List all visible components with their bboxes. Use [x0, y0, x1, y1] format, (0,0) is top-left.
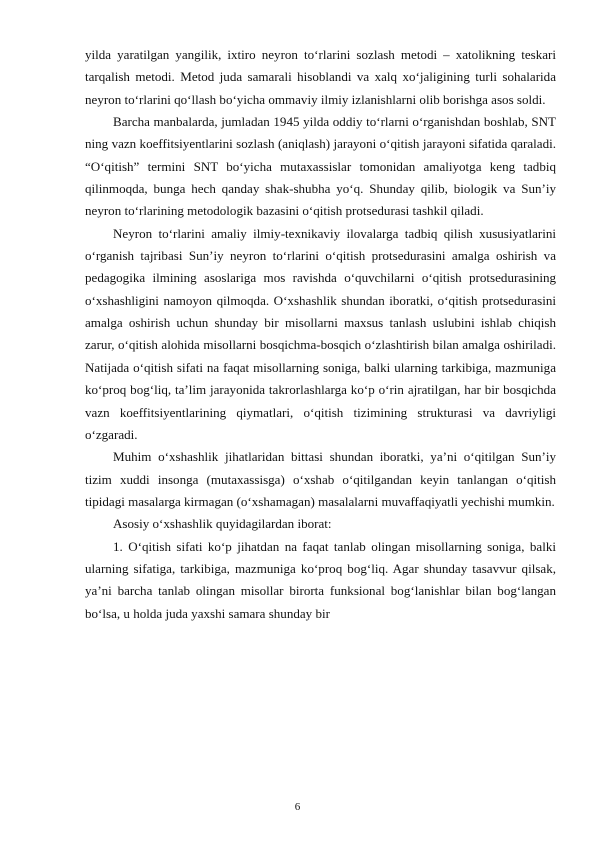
paragraph-1: yilda yaratilgan yangilik, ixtiro neyron to‘rlarini sozlash metodi – xatolikning teskari tarqalish metodi. Metod juda samarali hisoblandi va xalq xo‘jaligining turli sohalarida neyron to‘rlarini qo‘llash bo‘yicha ommaviy ilmiy izlanishlarni olib borishga asos soldi.: [85, 47, 556, 107]
paragraph-4: Muhim o‘xshashlik jihatlaridan bittasi shundan iboratki, ya’ni o‘qitilgan Sun’iy tizim xuddi insonga (mutaxassisga) o‘xshab o‘qitilgandan keyin tanlangan o‘qitish tipidagi masalarga kirmagan (o‘xshamagan) masalalarni muvaffaqiyatli yechishi mumkin.: [85, 449, 556, 509]
paragraph-6: 1. O‘qitish sifati ko‘p jihatdan na faqat tanlab olingan misollarning soniga, balki ularning sifatiga, tarkibiga, mazmuniga ko‘proq bog‘liq. Agar shunday tasavvur qilsak, ya’ni barcha tanlab olingan misollar birorta funksional bog‘lanishlar bilan bog‘langan bo‘lsa, u holda juda yaxshi samara shunday bir: [85, 538, 556, 621]
page-number: 6: [294, 801, 301, 813]
paragraph-5: Asosiy o‘xshashlik quyidagilardan iborat:: [113, 516, 332, 532]
paragraph-2: Barcha manbalarda, jumladan 1945 yilda oddiy to‘rlarni o‘rganishdan boshlab, SNT ning vazn koeffitsiyentlarini sozlash (aniqlash) jarayoni o‘qitish jarayoni sifatida qaraladi. “O‘qitish” termini SNT bo‘yicha mutaxassislar tomonidan amaliyotga keng tadbiq qilinmoqda, bunga hech qanday shak-shubha yo‘q. Shunday qilib, biologik va Sun’iy neyron to‘rlarining metodologik bazasini o‘qitish protsedurasi tashkil qiladi.: [85, 114, 556, 219]
paragraph-3: Neyron to‘rlarini amaliy ilmiy-texnikaviy ilovalarga tadbiq qilish xususiyatlarini o‘rganish tajribasi Sun’iy neyron to‘rlarini o‘qitish protsedurasini amalga oshirish va pedagogika ilmining asoslariga mos ravishda o‘quvchilarni o‘qitish protsedurasining o‘xshashligini namoyon qilmoqda. O‘xshashlik shundan iboratki, o‘qitish protsedurasini amalga oshirish uchun shunday bir misollarni maxsus tanlash uslubini ishlab chiqish zarur, o‘qitish alohida misollarni bosqichma-bosqich o‘zlashtirish bilan amalga oshiriladi. Natijada o‘qitish sifati na faqat misollarning soniga, balki ularning tarkibiga, mazmuniga ko‘proq bog‘liq, ta’lim jarayonida takrorlashlarga ko‘p o‘rin ajratilgan, har bir bosqichda vazn koeffitsiyentlarining qiymatlari, o‘qitish tizimining strukturasi va davriyligi o‘zgaradi.: [85, 225, 556, 442]
document-body: [85, 44, 556, 625]
